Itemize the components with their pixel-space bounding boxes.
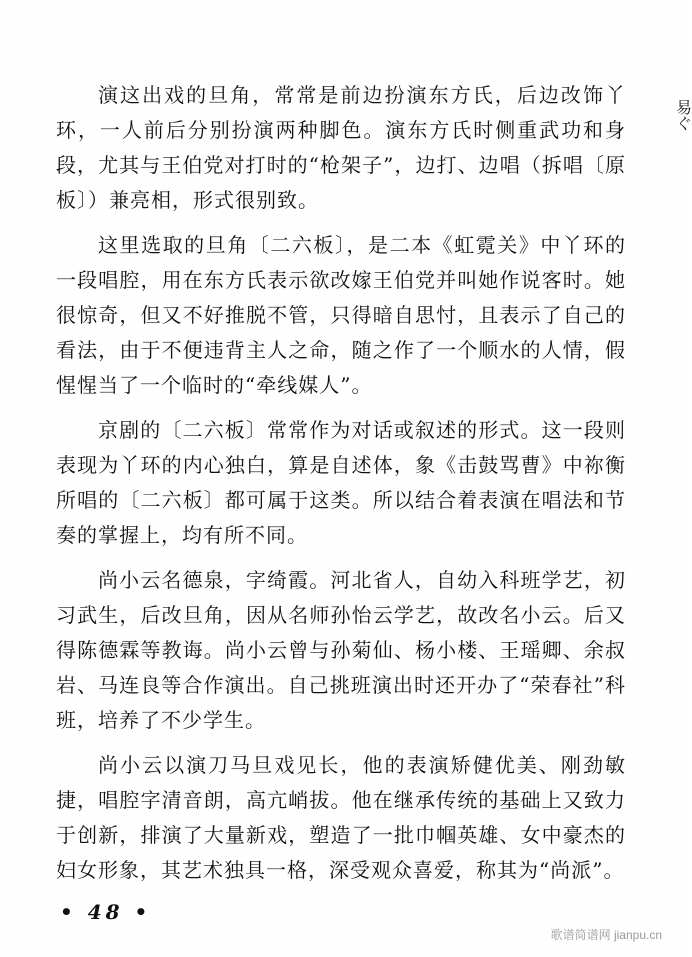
paragraph-3: 京剧的〔二六板〕常常作为对话或叙述的形式。这一段则表现为丫环的内心独白，算是自述体，象《击鼓骂曹》中祢衡所唱的〔二六板〕都可属于这类。所以结合着表演在唱法和节奏的掌握上，均有所不同。 [56,418,626,547]
page-number: • 48 • [60,900,152,924]
paragraph-1: 演这出戏的旦角，常常是前边扮演东方氏，后边改饰丫环，一人前后分别扮演两种脚色。演东方氏时侧重武功和身段，尤其与王伯党对打时的“枪架子”，边打、边唱（拆唱〔原板〕）兼亮相，形式很别致。 [56,83,626,212]
body-text [56,78,626,898]
paragraph-4: 尚小云名德泉，字绮霞。河北省人，自幼入科班学艺，初习武生，后改旦角，因从名师孙怡云学艺，故改名小云。后又得陈德霖等教诲。尚小云曾与孙菊仙、杨小楼、王瑶卿、余叔岩、马连良等合作演出。自己挑班演出时还开办了“荣春社”科班，培养了不少学生。 [56,568,626,732]
watermark: 歌谱简谱网 jianpu.cn [550,928,662,942]
paragraph-2: 这里选取的旦角〔二六板〕，是二本《虹霓关》中丫环的一段唱腔，用在东方氏表示欲改嫁王伯党并叫她作说客时。她很惊奇，但又不好推脱不管，只得暗自思忖，且表示了自己的看法，由于不便违背主人之命，随之作了一个顺水的人情，假惺惺当了一个临时的“牵线媒人”。 [56,233,626,397]
edge-fragment: 易ぐ [676,98,692,133]
paragraph-5: 尚小云以演刀马旦戏见长，他的表演矫健优美、刚劲敏捷，唱腔字清音朗，高亢峭拔。他在继承传统的基础上又致力于创新，排演了大量新戏，塑造了一批巾帼英雄、女中豪杰的妇女形象，其艺术独具一格，深受观众喜爱，称其为“尚派”。 [56,753,626,882]
